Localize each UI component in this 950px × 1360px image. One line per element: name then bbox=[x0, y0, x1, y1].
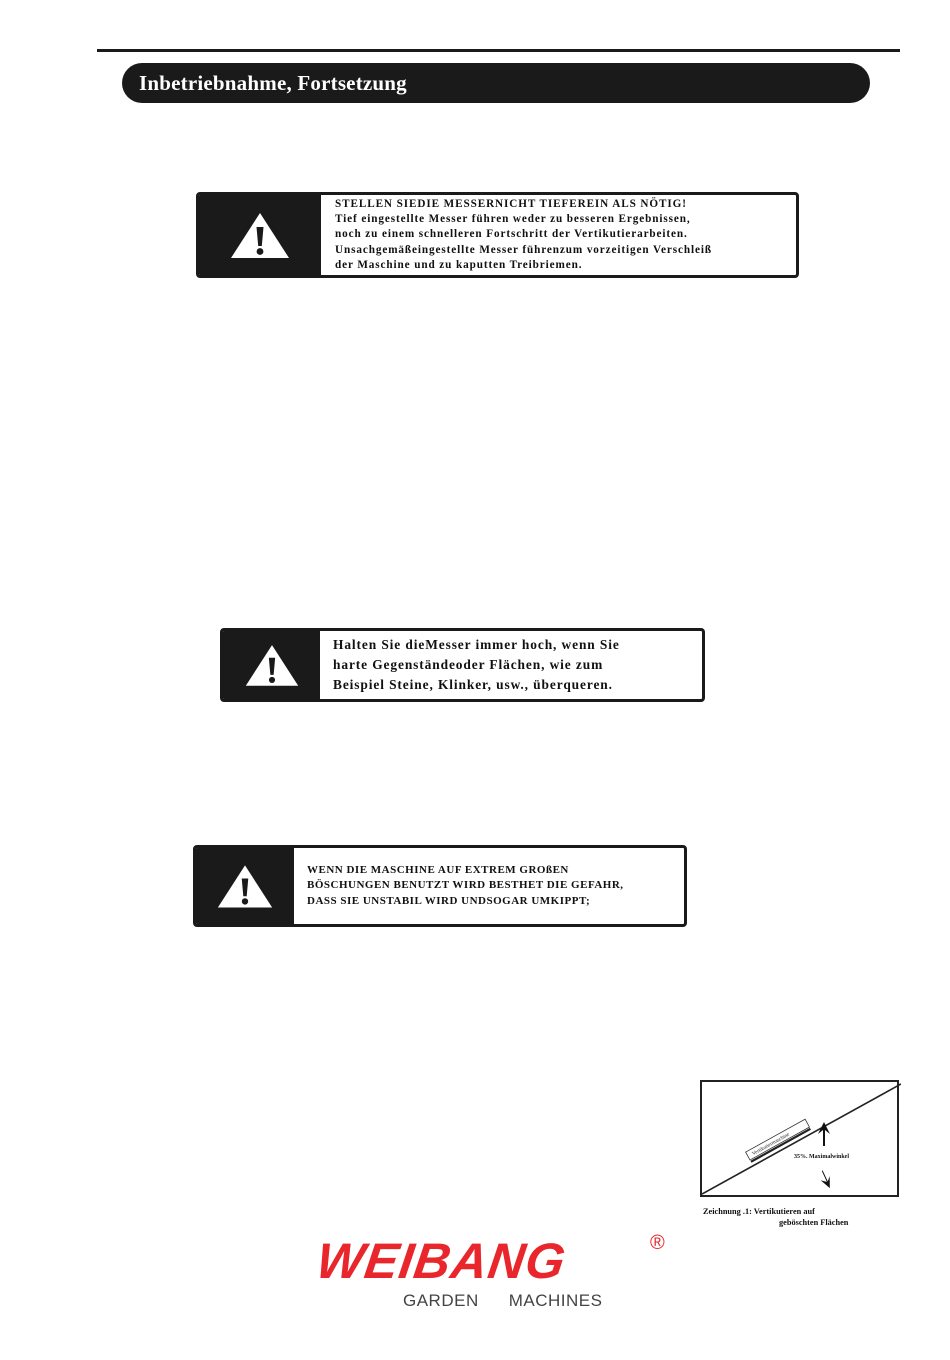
brand-logo: WEIBANG bbox=[313, 1233, 570, 1289]
slope-illustration bbox=[700, 1080, 899, 1197]
brand-tagline bbox=[403, 1291, 602, 1311]
warning-box-knife-depth bbox=[196, 192, 799, 278]
caption-line: geböschten Flächen bbox=[779, 1218, 849, 1227]
top-rule bbox=[97, 49, 900, 52]
warning-box-raise-knives bbox=[220, 628, 705, 702]
figure-caption bbox=[703, 1206, 903, 1228]
tagline-word: GARDEN bbox=[403, 1291, 479, 1310]
warning-icon-panel bbox=[199, 195, 321, 275]
angle-label: 35%. Maximalwinkel bbox=[794, 1154, 849, 1160]
warning-line: WENN DIE MASCHINE AUF EXTREM GROßEN bbox=[307, 863, 569, 876]
warning-icon-panel bbox=[223, 631, 320, 699]
warning-line: Unsachgemäßeingestellte Messer führenzum vorzeitigen Verschleiß bbox=[335, 243, 712, 256]
caption-line: Zeichnung .1: Vertikutieren auf bbox=[703, 1207, 815, 1216]
page-title: Inbetriebnahme, Fortsetzung bbox=[139, 70, 407, 95]
warning-line: der Maschine und zu kaputten Treibriemen. bbox=[335, 258, 583, 271]
warning-line: DASS SIE UNSTABIL WIRD UNDSOGAR UMKIPPT; bbox=[307, 894, 591, 907]
warning-line: Tief eingestellte Messer führen weder zu besseren Ergebnissen, bbox=[335, 213, 691, 226]
machine-label: Vertikutiermaschine bbox=[751, 1131, 791, 1158]
section-header bbox=[122, 63, 870, 103]
warning-line: noch zu einem schnelleren Fortschritt der Vertikutierarbeiten. bbox=[335, 228, 688, 241]
warning-line: Halten Sie dieMesser immer hoch, wenn Sie bbox=[333, 637, 620, 652]
warning-icon-panel bbox=[196, 848, 294, 924]
warning-text bbox=[320, 631, 620, 699]
warning-line: harte Gegenständeoder Flächen, wie zum bbox=[333, 657, 604, 672]
warning-heading: STELLEN SIEDIE MESSERNICHT TIEFEREIN ALS NÖTIG! bbox=[335, 197, 687, 210]
tagline-word: MACHINES bbox=[508, 1291, 603, 1310]
registered-mark: ® bbox=[650, 1232, 665, 1254]
warning-triangle-icon bbox=[216, 862, 274, 910]
warning-text bbox=[294, 848, 624, 924]
warning-line: Beispiel Steine, Klinker, usw., überqueren. bbox=[333, 677, 613, 692]
warning-text bbox=[321, 195, 712, 275]
warning-triangle-icon bbox=[244, 642, 300, 688]
warning-line: BÖSCHUNGEN BENUTZT WIRD BESTHET DIE GEFAHR, bbox=[307, 879, 624, 892]
warning-triangle-icon bbox=[229, 210, 291, 260]
warning-box-slope bbox=[193, 845, 687, 927]
slope-drawing bbox=[702, 1082, 901, 1199]
